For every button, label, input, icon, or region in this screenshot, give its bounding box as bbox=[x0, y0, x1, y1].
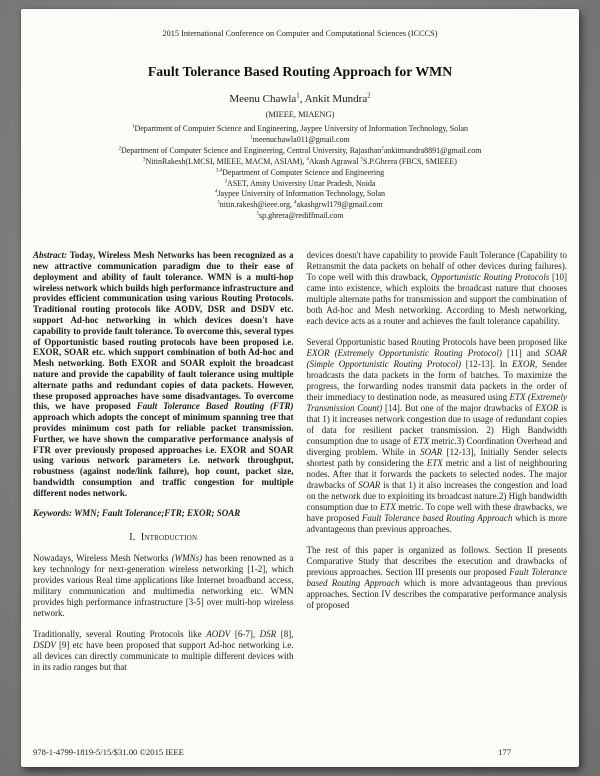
paper-title: Fault Tolerance Based Routing Approach for WMN bbox=[147, 64, 453, 79]
affiliation-line: $^2$Department of Computer Science and Engineering, Central University, Rajasthan$^2$ankitmundra8891@gmail.com bbox=[118, 145, 482, 155]
affiliation-line: $^1$meenuchawla011@gmail.com bbox=[250, 134, 350, 144]
affiliation-line: $^4$Jaypee University of Information Technology, Solan bbox=[214, 189, 386, 199]
left-column bbox=[33, 250, 294, 673]
page-number: 177 bbox=[498, 747, 511, 757]
paper-page bbox=[21, 9, 579, 767]
page-footer bbox=[33, 747, 567, 757]
right-paragraph-1: devices doesn't have capability to provide Fault Tolerance (Capability to Retransmit the data packets on behalf of other devices during failures). To cope well with this drawback, Opportunistic Routing Protocols [10] came into existence, which exploits the broadcast nature that chooses multiple alternate paths for transmission and support the combination of both Ad-hoc and Mesh networking. According to Mesh networking, each device acts as a router and achieves the fault tolerance capability. bbox=[306, 250, 567, 327]
intro-paragraph-2: Traditionally, several Routing Protocols like AODV [6-7], DSR [8], DSDV [9] etc have been proposed that support Ad-hoc networking i.e. all devices can directly communicate to multiple different devices with in its radio ranges but that bbox=[33, 629, 294, 673]
section-heading-introduction: I. Introduction bbox=[129, 532, 198, 544]
affiliation-line: $^3$NitinRakesh(LMCSI, MIEEE, MACM, ASIAM), $^4$Akash Agrawal $^5$S.P.Ghrera (FBCS, SMIEEE) bbox=[143, 156, 457, 166]
affiliation-line: $^1$Department of Computer Science and Engineering, Jaypee University of Information Technology, Solan bbox=[131, 124, 469, 133]
affiliations-block bbox=[33, 124, 567, 222]
keywords-line: Keywords: WMN; Fault Tolerance;FTR; EXOR; SOAR bbox=[33, 508, 241, 519]
abstract-paragraph: Abstract: Today, Wireless Mesh Networks has been recognized as a new attractive communication paradigm due to their ease of deployment and ability of fault tolerance. WMN is a multi-hop wireless network which builds high performance infrastructure and provides efficient communication using various Routing Protocols. Traditional routing protocols like AODV, DSR and DSDV etc. support Ad-hoc networking in which devices doesn't have capability to provide fault tolerance. To overcome this, several types of Opportunistic based routing protocols have been proposed i.e. EXOR, SOAR etc. which support combination of both Ad-hoc and Mesh networking. Both EXOR and SOAR exploit the broadcast nature and provide the capability of fault tolerance using multiple alternate paths and redundant copies of data packets. However, these proposed approaches have some disadvantages. To overcome this, we have proposed Fault Tolerance Based Routing (FTR) approach which adopts the concept of minimum spanning tree that provides minimum cost path for reliable packet transmission. Further, we have shown the comparative performance analysis of FTR over previously proposed approaches i.e. EXOR and SOAR using various network parameters i.e. network throughput, robustness (against node/link failure), hop count, packet size, bandwidth consumption and traffic congestion for multiple different nodes network. bbox=[33, 250, 294, 498]
conference-header: 2015 International Conference on Computer and Computational Sciences (ICCCS) bbox=[162, 29, 438, 38]
two-column-body bbox=[33, 250, 567, 673]
affiliation-line: $^{3,4}$Department of Computer Science and Engineering bbox=[215, 167, 385, 177]
authors-line: Meenu Chawla$^1$, Ankit Mundra$^2$ bbox=[229, 92, 371, 105]
intro-paragraph-1: Nowadays, Wireless Mesh Networks (WMNs) has been renowned as a key technology for next-generation wireless networking [1-2], which provides various Real time applications like Internet broadband access, military communication and multimedia networking etc. WMN provides high performance infrastructure [3-5] over multi-hop wireless network. bbox=[33, 553, 294, 619]
copyright-notice: 978-1-4799-1819-5/15/$31.00 ©2015 IEEE bbox=[33, 747, 184, 757]
affiliation-line: $^3$nitin.rakesh@ieee.org, $^4$akashgrwl179@gmail.com bbox=[217, 200, 383, 210]
affiliation-line: $^5$sp.ghrera@rediffmail.com bbox=[256, 211, 344, 221]
affiliation-line: $^3$ASET, Amity University Uttar Pradesh, Noida bbox=[224, 178, 376, 188]
right-paragraph-2: Several Opportunistic based Routing Protocols have been proposed like EXOR (Extremely Opportunistic Routing Protocol) [11] and SOAR (Simple Opportunistic Routing Protocol) [12-13]. In EXOR, Sender broadcasts the data packets in the form of batches. To maximize the progress, the forwarding nodes transmit data packets in the order of their immediacy to destination node, as measured using ETX (Extremely Transmission Count) [14]. But one of the major drawbacks of EXOR is that 1) it increases network congestion due to usage of redundant copies of data for resilient packet transmission. 2) High Bandwidth consumption due to usage of ETX metric.3) Coordination Overhead and diverging problem. While in SOAR [12-13], Initially Sender selects shortest path by considering the ETX metric and a list of neighbouring nodes. After that it forwards the packets to selected nodes. The major drawbacks of SOAR is that 1) it also increases the congestion and load on the network due to exploiting its broadcast nature.2) High bandwidth consumption due to ETX metric. To cope well with these drawbacks, we have proposed Fault Tolerance based Routing Approach which is more advantageous than previous approaches. bbox=[306, 337, 568, 535]
right-column bbox=[307, 250, 568, 673]
right-paragraph-3: The rest of this paper is organized as follows. Section II presents Comparative Study that describes the execution and drawbacks of previous approaches. Section III presents our proposed Fault Tolerance based Routing Approach which is more advantageous than previous approaches. Section IV describes the comparative performance analysis of proposed bbox=[306, 545, 567, 611]
memberships-line: (MIEEE, MIAENG) bbox=[265, 110, 335, 119]
